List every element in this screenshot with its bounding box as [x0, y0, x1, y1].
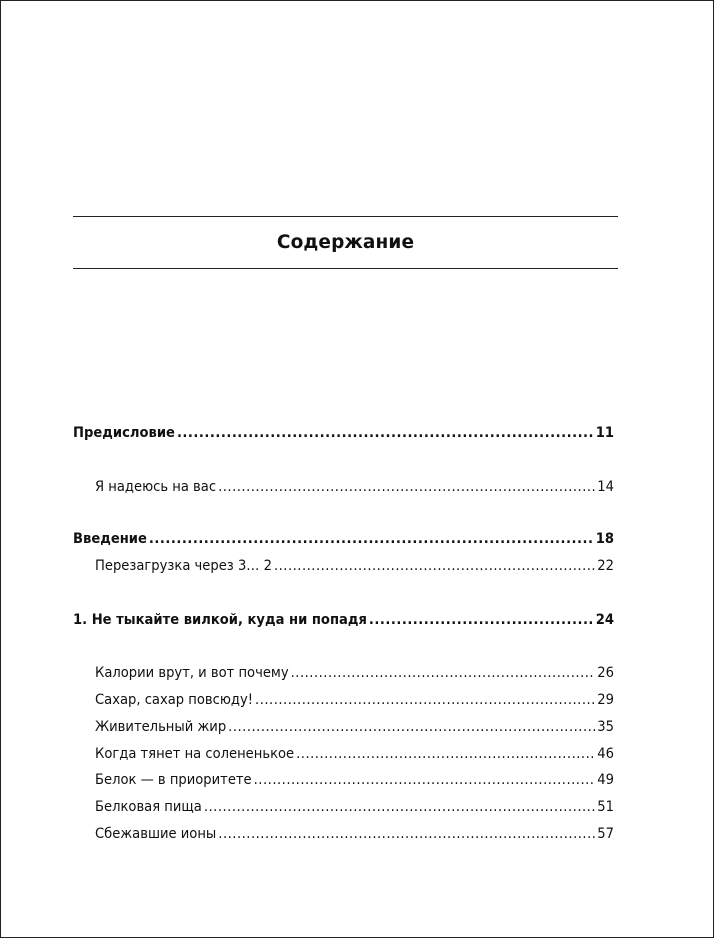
dot-leader — [255, 691, 595, 709]
toc-entry-page: 51 — [597, 798, 614, 815]
toc-entry-label: Введение — [73, 530, 147, 547]
page-title: Содержание — [276, 232, 415, 253]
dot-leader — [296, 745, 595, 763]
toc-entry-label: Белок — в приоритете — [95, 771, 252, 788]
dot-leader — [204, 798, 595, 816]
dot-leader — [369, 611, 594, 629]
toc-entry-reboot[interactable] — [73, 557, 614, 575]
toc-entry-page: 11 — [595, 424, 614, 441]
toc-entry-page: 26 — [597, 664, 614, 681]
toc-entry-page: 57 — [597, 825, 614, 842]
toc-entry-sugar-everywhere[interactable] — [73, 691, 614, 709]
toc-entry-protein-priority[interactable] — [73, 771, 614, 789]
toc-entry-label: Сахар, сахар повсюду! — [95, 691, 254, 708]
toc-entry-page: 14 — [597, 478, 614, 495]
toc-entry-introduction[interactable] — [73, 530, 614, 548]
toc-entry-page: 35 — [597, 718, 614, 735]
dot-leader — [218, 825, 595, 843]
toc-entry-page: 29 — [597, 691, 614, 708]
toc-entry-label: Сбежавшие ионы — [95, 825, 217, 842]
title-top-rule — [73, 216, 618, 217]
toc-entry-preface[interactable] — [73, 424, 614, 442]
toc-entry-label: Калории врут, и вот почему — [95, 664, 289, 681]
toc-entry-label: Предисловие — [73, 424, 175, 441]
dot-leader — [218, 478, 595, 496]
toc-entry-protein-food[interactable] — [73, 798, 614, 816]
dot-leader — [177, 424, 594, 442]
toc-entry-page: 24 — [595, 611, 614, 628]
toc-entry-page: 49 — [597, 771, 614, 788]
toc-entry-salty-cravings[interactable] — [73, 745, 614, 763]
dot-leader — [274, 557, 595, 575]
dot-leader — [149, 530, 594, 548]
dot-leader — [228, 718, 595, 736]
toc-entry-label: Когда тянет на солененькое — [95, 745, 295, 762]
toc-entry-label: Я надеюсь на вас — [95, 478, 217, 495]
toc-entry-label: Живительный жир — [95, 718, 227, 735]
toc-entry-label: 1. Не тыкайте вилкой, куда ни попадя — [73, 611, 367, 628]
dot-leader — [254, 771, 596, 789]
toc-entry-life-giving-fat[interactable] — [73, 718, 614, 736]
dot-leader — [291, 664, 596, 682]
toc-entry-label: Перезагрузка через 3… 2 — [95, 557, 272, 574]
toc-entry-page: 18 — [595, 530, 614, 547]
toc-entry-page: 22 — [597, 557, 614, 574]
title-bottom-rule — [73, 268, 618, 269]
toc-entry-calories-lie[interactable] — [73, 664, 614, 682]
toc-entry-label: Белковая пища — [95, 798, 202, 815]
toc-entry-escaped-ions[interactable] — [73, 825, 614, 843]
toc-entry-page: 46 — [597, 745, 614, 762]
toc-entry-i-hope-in-you[interactable] — [73, 478, 614, 496]
toc-entry-chapter-1[interactable] — [73, 611, 614, 629]
